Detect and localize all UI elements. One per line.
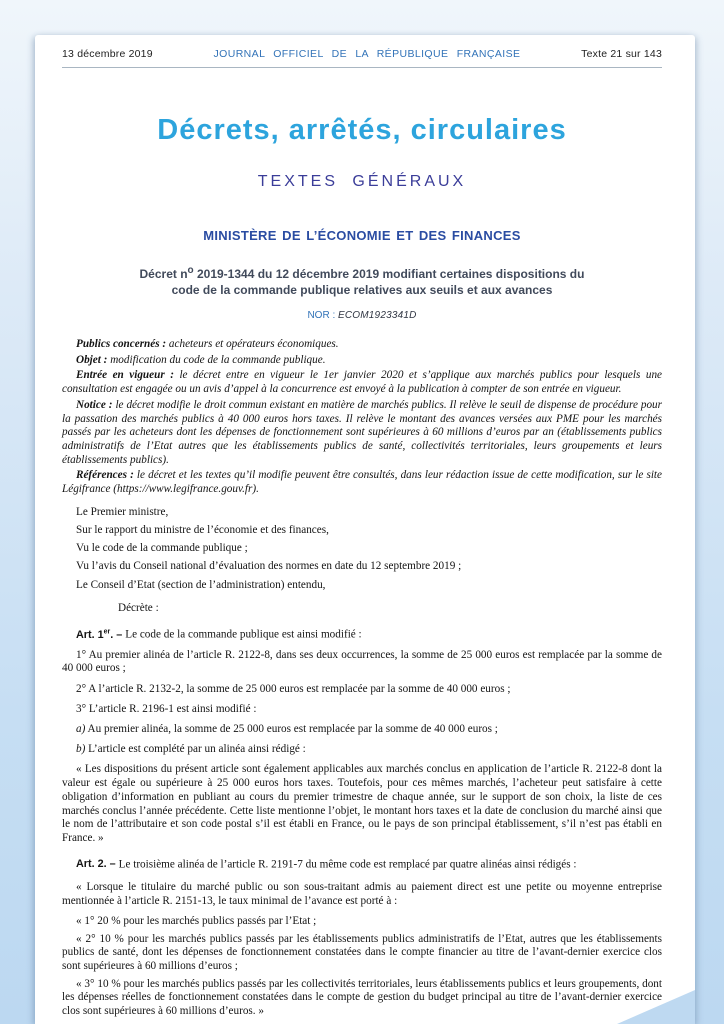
nor-label: NOR : — [307, 310, 338, 321]
item-a-text: Au premier alinéa, la somme de 25 000 euros est remplacée par la somme de 40 000 euros ; — [85, 723, 498, 736]
summary-entree-en-vigueur — [62, 369, 662, 396]
summary-references — [62, 469, 662, 496]
header-texte-number: Texte 21 sur 143 — [581, 48, 662, 60]
header-date: 13 décembre 2019 — [62, 48, 153, 60]
ministry-title: MINISTÈRE DE L’ÉCONOMIE ET DES FINANCES — [203, 228, 521, 243]
summary-publics — [62, 338, 662, 352]
article-1-label-text: Art. 1 — [76, 628, 104, 641]
decree-title-prefix: Décret n — [139, 267, 188, 281]
article-2-quote-2: « 2° 10 % pour les marchés publics passés par les établissements publics administratifs de l’Etat, autres que les établissements publics de santé, dont les dépenses de fonctionnement constatées dans le compte financier au titre de l’avant-dernier exercice clos sont supérieures à 60 millions d’euros ; — [62, 932, 662, 972]
summary-notice-label: Notice : — [76, 398, 113, 411]
decree-title — [62, 263, 662, 298]
page-content — [35, 35, 695, 1019]
article-2-quote-intro: « Lorsque le titulaire du marché public ou son sous-traitant admis au paiement direct est une petite ou moyenne entreprise mentionnée à l’article R. 2151-13, le taux minimal de l’avance est porté à : — [62, 880, 662, 907]
document-page — [35, 35, 695, 1024]
article-2-label — [76, 858, 119, 870]
article-1-item-a — [62, 723, 662, 737]
summary-references-label: Références : — [76, 469, 134, 482]
article-1-quote: « Les dispositions du présent article sont également applicables aux marchés conclus en application de l’article R. 2122-8 dont la valeur est égale ou supérieure à 25 000 euros hors taxes. Toutefois, pour ces mêmes marchés, l’acheteur peut satisfaire à cette obligation d’information en publiant au cours du premier trimestre de chaque année, sur le support de son choix, la liste de ces marchés conclus l’année précédente. Cette liste mentionne l’objet, le montant hors taxes et la date de conclusion du marché ainsi que le nom de l’attributaire et son code postal s’il est établi en France, ou le pays de son principal établissement, s’il n’est pas établi en France. » — [62, 763, 662, 844]
article-1-item-b — [62, 743, 662, 757]
article-2 — [62, 855, 662, 872]
decree-title-sup: o — [187, 265, 194, 276]
article-1 — [62, 625, 662, 642]
summary-publics-label: Publics concernés : — [76, 338, 167, 350]
journal-title: JOURNAL OFFICIEL DE LA RÉPUBLIQUE FRANÇAISE — [213, 48, 521, 60]
article-2-quote-1: « 1° 20 % pour les marchés publics passés par l’Etat ; — [76, 914, 317, 927]
article-1-item-2: 2° A l’article R. 2132-2, la somme de 25 000 euros est remplacée par la somme de 40 000 euros ; — [76, 682, 511, 695]
header-rule — [62, 67, 662, 68]
decrete-line: Décrète : — [118, 602, 159, 615]
summary-publics-text: acheteurs et opérateurs économiques. — [166, 338, 339, 350]
article-1-item-3: 3° L’article R. 2196-1 est ainsi modifié : — [76, 702, 257, 715]
article-2-dash: . – — [103, 858, 119, 871]
article-2-quote-3: « 3° 10 % pour les marchés publics passés par les collectivités territoriales, leurs établissements publics et leurs groupements, dont les dépenses réelles de fonctionnement constatées dans le compte de gestion du budget principal au titre de l’avant-dernier exercice clos sont supérieures à 60 millions d’euros. » — [62, 977, 662, 1018]
article-2-text: Le troisième alinéa de l’article R. 2191-7 du même code est remplacé par quatre alinéas ainsi rédigés : — [118, 858, 577, 871]
summary-references-text: le décret et les textes qu’il modifie peuvent être consultés, dans leur rédaction issue de cette modification, sur le site Légifrance (https://www.legifrance.gouv.fr). — [62, 469, 662, 496]
decree-body — [62, 338, 662, 1019]
page-header — [62, 35, 662, 60]
item-b-text: L’article est complété par un alinéa ainsi rédigé : — [85, 743, 306, 756]
summary-objet — [62, 354, 662, 368]
decree-title-rest: 2019-1344 du 12 décembre 2019 modifiant certaines dispositions du code de la commande publique relatives aux seuils et aux avances — [171, 267, 585, 297]
summary-entree-text: le décret entre en vigueur le 1er janvier 2020 et s’applique aux marchés publics pour lesquels une consultation est engagée ou un avis d’appel à la concurrence est envoyé à la publication à compter de son entrée en vigueur. — [62, 369, 663, 396]
nor-value: ECOM1923341D — [338, 310, 417, 321]
article-1-text: Le code de la commande publique est ainsi modifié : — [125, 628, 362, 641]
preamble-line: Sur le rapport du ministre de l’économie et des finances, — [76, 523, 329, 536]
item-a-label: a) — [76, 723, 86, 736]
article-1-item-1: 1° Au premier alinéa de l’article R. 2122-8, dans ses deux occurrences, la somme de 25 000 euros est remplacée par la somme de 40 000 euros ; — [62, 648, 662, 675]
summary-objet-label: Objet : — [76, 353, 108, 366]
page-corner — [617, 990, 695, 1024]
preamble-line: Le Premier ministre, — [76, 505, 169, 518]
summary-entree-label: Entrée en vigueur : — [76, 369, 174, 382]
article-1-label-sup: er — [103, 627, 111, 635]
item-b-label: b) — [76, 743, 86, 756]
summary-notice-text: le décret modifie le droit commun existant en matière de marchés publics. Il relève le seuil de dispense de procédure pour la passation des marchés publics à 40 000 euros hors taxes. Il relève le montant des avances versées aux PME pour les marchés passés par les acheteurs dont les dépenses de fonctionnement sont supérieures à 60 millions d’euros par an (établissements publics administratifs de l’Etat autres que les établissements publics de santé, collectivités territoriales, leurs groupements et leurs établissements publics). — [62, 398, 662, 466]
summary-notice — [62, 399, 662, 468]
preamble-line: Vu le code de la commande publique ; — [76, 542, 248, 555]
article-1-label — [76, 629, 125, 641]
nor-line — [62, 310, 662, 321]
article-1-dash: . – — [110, 628, 126, 641]
preamble-line: Le Conseil d’Etat (section de l’administration) entendu, — [76, 578, 326, 591]
article-2-label-text: Art. 2 — [76, 858, 104, 871]
section-title: TEXTES GÉNÉRAUX — [257, 173, 467, 190]
main-title: Décrets, arrêtés, circulaires — [157, 114, 567, 146]
preamble-line: Vu l’avis du Conseil national d’évaluation des normes en date du 12 septembre 2019 ; — [76, 560, 462, 573]
summary-objet-text: modification du code de la commande publique. — [107, 353, 326, 366]
